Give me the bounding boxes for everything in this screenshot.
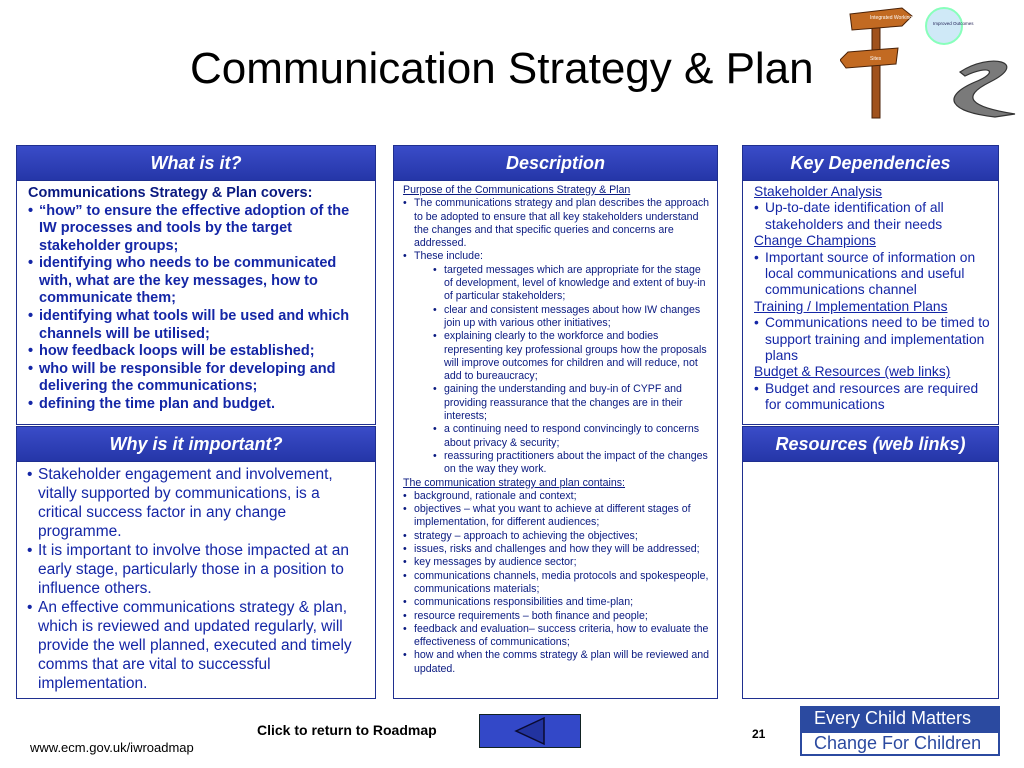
- ecm-logo: [800, 706, 1000, 756]
- list-item: • who will be responsible for developing and delivering the communications;: [28, 361, 367, 396]
- sign-small-text: Sites: [870, 56, 882, 62]
- dependencies-panel: [742, 145, 999, 425]
- list-item: • background, rationale and context;: [403, 490, 711, 503]
- dependencies-header: Key Dependencies: [743, 146, 998, 181]
- purpose-heading: Purpose of the Communications Strategy & Plan: [403, 184, 631, 196]
- footer-url[interactable]: www.ecm.gov.uk/iwroadmap: [30, 740, 194, 755]
- list-item: • It is important to involve those impacted at an early stage, particularly those in a position to influence others.: [27, 541, 367, 598]
- signpost-road-illustration: [840, 2, 1024, 120]
- list-item: • targeted messages which are appropriate for the stage of development, level of knowledge and extent of buy-in of particular stakeholders;: [433, 264, 711, 304]
- include-list: [403, 264, 711, 477]
- logo-line-2: Change For Children: [800, 731, 1000, 756]
- list-item: • objectives – what you want to achieve at different stages of implementation, for different audiences;: [403, 503, 711, 530]
- description-header: Description: [394, 146, 717, 181]
- list-item: • defining the time plan and budget.: [28, 396, 367, 414]
- dependency-link-stakeholder-analysis[interactable]: Stakeholder Analysis: [754, 184, 883, 199]
- purpose-list: [403, 197, 711, 263]
- sign-right-text: Improved Outcomes: [933, 21, 974, 26]
- list-item: • identifying who needs to be communicated with, what are the key messages, how to communicate them;: [28, 255, 367, 308]
- list-item: • reassuring practitioners about the impact of the changes on the way they work.: [433, 450, 711, 477]
- list-item: • a continuing need to respond convincingly to concerns about privacy & security;: [433, 423, 711, 450]
- list-item: • issues, risks and challenges and how they will be addressed;: [403, 543, 711, 556]
- description-panel: [393, 145, 718, 699]
- what-lead: Communications Strategy & Plan covers:: [28, 185, 313, 201]
- list-item: • “how” to ensure the effective adoption of the IW processes and tools by the target stakeholder groups;: [28, 203, 367, 256]
- list-item: • gaining the understanding and buy-in of CYPF and providing reassurance that the changes are in their interests;: [433, 383, 711, 423]
- dependency-link-change-champions[interactable]: Change Champions: [754, 233, 876, 249]
- list-item: • feedback and evaluation– success criteria, how to evaluate the effectiveness of communications;: [403, 623, 711, 650]
- back-arrow-icon: [480, 715, 580, 747]
- contains-list: [403, 490, 711, 676]
- list-item: • communications channels, media protocols and spokespeople, communications materials;: [403, 570, 711, 597]
- list-item: • identifying what tools will be used and which channels will be utilised;: [28, 308, 367, 343]
- what-header: What is it?: [17, 146, 375, 181]
- sign-left-text: Integrated Working: [870, 15, 913, 21]
- list-item: • strategy – approach to achieving the objectives;: [403, 530, 711, 543]
- list-item: • Communications need to be timed to support training and implementation plans: [754, 315, 992, 364]
- list-item: • communications responsibilities and time-plan;: [403, 596, 711, 609]
- list-item: • Important source of information on local communications and useful communications channel: [754, 250, 992, 299]
- list-item: • key messages by audience sector;: [403, 556, 711, 569]
- page-title: Communication Strategy & Plan: [190, 44, 814, 93]
- list-item: • clear and consistent messages about how IW changes join up with various other initiatives;: [433, 304, 711, 331]
- resources-header: Resources (web links): [743, 427, 998, 462]
- logo-line-1: Every Child Matters: [800, 706, 1000, 731]
- return-to-roadmap-button[interactable]: [479, 714, 581, 748]
- contains-heading: The communication strategy and plan contains:: [403, 476, 626, 489]
- list-item: • how and when the comms strategy & plan will be reviewed and updated.: [403, 649, 711, 676]
- list-item: • The communications strategy and plan describes the approach to be adopted to ensure that all key stakeholders understand the changes and that specific queries and concerns are addressed.: [403, 197, 711, 250]
- what-list: [28, 203, 367, 414]
- what-panel: [16, 145, 376, 425]
- why-list: [27, 465, 367, 693]
- list-item: • Up-to-date identification of all stakeholders and their needs: [754, 200, 992, 233]
- return-to-roadmap-label[interactable]: Click to return to Roadmap: [257, 722, 437, 738]
- list-item: • An effective communications strategy & plan, which is reviewed and updated regularly, will provide the well planned, executed and timely comms that are vital to successful implementation.: [27, 598, 367, 693]
- resources-panel: [742, 426, 999, 699]
- dependency-link-budget-resources[interactable]: Budget & Resources (web links): [754, 364, 951, 380]
- page-number: 21: [752, 727, 766, 741]
- list-item: • how feedback loops will be established;: [28, 343, 367, 361]
- list-item: • Budget and resources are required for communications: [754, 381, 992, 414]
- list-item: • Stakeholder engagement and involvement, vitally supported by communications, is a critical success factor in any change programme.: [27, 465, 367, 541]
- why-header: Why is it important?: [17, 427, 375, 462]
- why-panel: [16, 426, 376, 699]
- list-item: • resource requirements – both finance and people;: [403, 610, 711, 623]
- list-item: • explaining clearly to the workforce and bodies representing key professional groups how the proposals will improve outcomes for children and will reduce, not add to bureaucracy;: [433, 330, 711, 383]
- dependency-link-training-plans[interactable]: Training / Implementation Plans: [754, 298, 948, 314]
- list-item: • These include:: [403, 250, 711, 263]
